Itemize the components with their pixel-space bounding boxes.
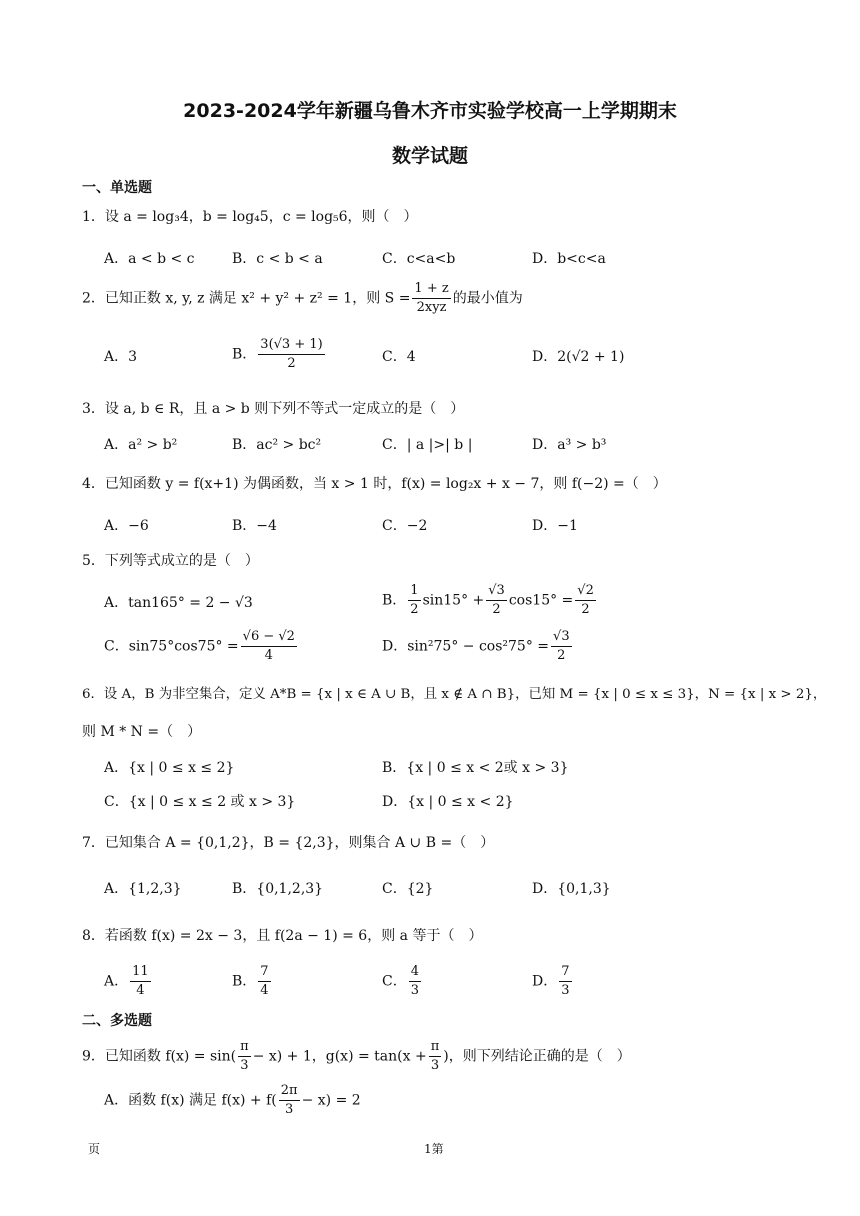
q8-b-num: 7	[258, 963, 270, 982]
question-7: 7．已知集合 A = {0,1,2}，B = {2,3}，则集合 A ∪ B =（ ）	[82, 835, 495, 851]
q8-a-den: 4	[136, 983, 145, 998]
q5-option-a: A．tan165° = 2 − √3	[104, 595, 253, 611]
q5-optb-frac3	[575, 582, 596, 619]
q8-option-a-fraction	[130, 963, 151, 1000]
q6-option-c: C．{x | 0 ≤ x ≤ 2 或 x > 3}	[104, 794, 296, 810]
q7-option-c: C．{2}	[382, 881, 434, 897]
q4-option-a: A．−6	[104, 518, 149, 534]
exam-subtitle: 数学试题	[391, 145, 468, 167]
q3-option-c: C．| a |>| b |	[382, 437, 473, 453]
q9-opta-den: 3	[285, 1102, 294, 1117]
q9-f2-num: π	[429, 1038, 442, 1057]
q2-option-a: A．3	[104, 349, 138, 365]
q7-option-d: D．{0,1,3}	[532, 881, 611, 897]
q9-opta-pre: A．函数 f(x) 满足 f(x) + f(	[104, 1092, 277, 1109]
q2-stem-post: 的最小值为	[452, 290, 523, 307]
q3-option-a: A．a² > b²	[104, 437, 178, 453]
q5-optb-frac2	[486, 582, 507, 619]
q7-option-a: A．{1,2,3}	[104, 881, 182, 897]
question-6-line2: 则 M * N =（ ）	[82, 724, 202, 740]
q9-f1-den: 3	[240, 1058, 249, 1073]
q8-option-b-fraction	[258, 963, 270, 1000]
q8-a-num: 11	[130, 963, 151, 982]
q5-option-d	[382, 628, 574, 665]
q9-opta-frac	[279, 1082, 300, 1119]
question-8: 8．若函数 f(x) = 2x − 3，且 f(2a − 1) = 6，则 a 等于（ ）	[82, 928, 483, 944]
question-4: 4．已知函数 y = f(x+1) 为偶函数，当 x > 1 时，f(x) = log₂x + x − 7，则 f(−2) =（ ）	[82, 476, 667, 492]
q7-option-b: B．{0,1,2,3}	[232, 881, 324, 897]
q9-f2-den: 3	[430, 1058, 440, 1073]
q9-opta-post: − x) = 2	[301, 1092, 361, 1109]
q2-option-b	[232, 336, 327, 373]
q9-stem-pre: 9．已知函数 f(x) = sin(	[82, 1048, 237, 1065]
question-6: 6．设 A，B 为非空集合，定义 A*B = {x | x ∈ A ∪ B，且 x ∉ A ∩ B}，已知 M = {x | 0 ≤ x ≤ 3}，N = {x | x > 2}，	[82, 687, 827, 702]
q3-option-b: B．ac² > bc²	[232, 437, 322, 453]
q1-option-c: C．c<a<b	[382, 251, 456, 267]
q9-stem-post: )，则下列结论正确的是（ ）	[443, 1048, 631, 1065]
q4-option-b: B．−4	[232, 518, 277, 534]
q6-option-d: D．{x | 0 ≤ x < 2}	[382, 794, 514, 810]
q5-optb-frac1	[408, 582, 420, 619]
q1-option-d: D．b<c<a	[532, 251, 606, 267]
question-9	[82, 1038, 631, 1075]
q5-optd-num: √3	[551, 628, 572, 647]
q5-optb-f1-num: 1	[408, 582, 420, 601]
q4-option-d: D．−1	[532, 518, 578, 534]
q8-option-d-label: D．	[532, 973, 558, 990]
q5-optb-f1-den: 2	[410, 602, 419, 617]
q5-optb-f2-den: 2	[492, 602, 501, 617]
q8-c-num: 4	[409, 963, 421, 982]
q8-option-c-label: C．	[382, 973, 407, 990]
question-2	[82, 280, 523, 317]
q2-optb-num: 3(√3 + 1)	[258, 336, 324, 355]
q2-optb-den: 2	[287, 356, 296, 371]
q8-c-den: 3	[410, 983, 419, 998]
q9-frac2	[429, 1038, 442, 1075]
q5-optc-num: √6 − √2	[241, 628, 297, 647]
q5-optb-f3-den: 2	[581, 602, 590, 617]
q5-optb-f2-num: √3	[486, 582, 507, 601]
q5-optc-frac	[241, 628, 297, 665]
q8-option-c-fraction	[409, 963, 421, 1000]
question-1: 1．设 a = log₃4，b = log₄5，c = log₅6，则（ ）	[82, 209, 418, 225]
q8-option-b-label: B．	[232, 973, 257, 990]
q2-option-c: C．4	[382, 349, 416, 365]
q5-optb-f3-num: √2	[575, 582, 596, 601]
q6-option-b: B．{x | 0 ≤ x < 2或 x > 3}	[382, 760, 569, 776]
q1-option-a: A．a < b < c	[104, 251, 195, 267]
q2-option-b-label: B．	[232, 346, 257, 363]
section-heading-multi-choice: 二、多选题	[82, 1013, 152, 1029]
q2-option-b-fraction	[258, 336, 324, 373]
q5-optb-mid2: cos15° =	[508, 592, 574, 609]
question-5: 5．下列等式成立的是（ ）	[82, 553, 259, 569]
q8-d-den: 3	[561, 983, 570, 998]
q8-option-b	[232, 963, 273, 1000]
q5-option-b-label: B．	[382, 592, 407, 609]
footer-left: 页	[88, 1142, 101, 1156]
q1-option-b: B．c < b < a	[232, 251, 323, 267]
q5-optd-frac	[551, 628, 572, 665]
q6-option-a: A．{x | 0 ≤ x ≤ 2}	[104, 760, 235, 776]
q2-fraction	[412, 280, 450, 317]
q9-option-a	[104, 1082, 361, 1119]
q5-option-d-label: D．sin²75° − cos²75° =	[382, 638, 550, 655]
q2-frac-num: 1 + z	[412, 280, 450, 299]
q2-option-d: D．2(√2 + 1)	[532, 349, 625, 365]
q5-option-b	[382, 582, 598, 619]
q5-option-c	[104, 628, 299, 665]
q8-option-d-fraction	[559, 963, 571, 1000]
q8-option-a-label: A．	[104, 973, 129, 990]
q9-stem-mid: − x) + 1，g(x) = tan(x +	[252, 1048, 427, 1065]
q3-option-d: D．a³ > b³	[532, 437, 607, 453]
q5-optc-den: 4	[264, 648, 273, 663]
q8-b-den: 4	[260, 983, 269, 998]
q2-frac-den: 2xyz	[416, 300, 447, 315]
q8-option-d	[532, 963, 574, 1000]
q4-option-c: C．−2	[382, 518, 428, 534]
q9-opta-num: 2π	[279, 1082, 300, 1101]
q9-f1-num: π	[238, 1038, 251, 1057]
q5-option-c-label: C．sin75°cos75° =	[104, 638, 239, 655]
footer-page-number: 1第	[424, 1142, 444, 1156]
q8-d-num: 7	[559, 963, 571, 982]
q2-stem-pre: 2．已知正数 x, y, z 满足 x² + y² + z² = 1，则 S =	[82, 290, 411, 307]
section-heading-single-choice: 一、单选题	[82, 180, 152, 196]
exam-title: 2023-2024学年新疆乌鲁木齐市实验学校高一上学期期末	[183, 100, 677, 122]
q8-option-a	[104, 963, 153, 1000]
q5-optd-den: 2	[557, 648, 566, 663]
question-3: 3．设 a, b ∈ R，且 a > b 则下列不等式一定成立的是（ ）	[82, 401, 465, 417]
q5-optb-mid: sin15° +	[422, 592, 485, 609]
q8-option-c	[382, 963, 423, 1000]
q9-frac1	[238, 1038, 251, 1075]
